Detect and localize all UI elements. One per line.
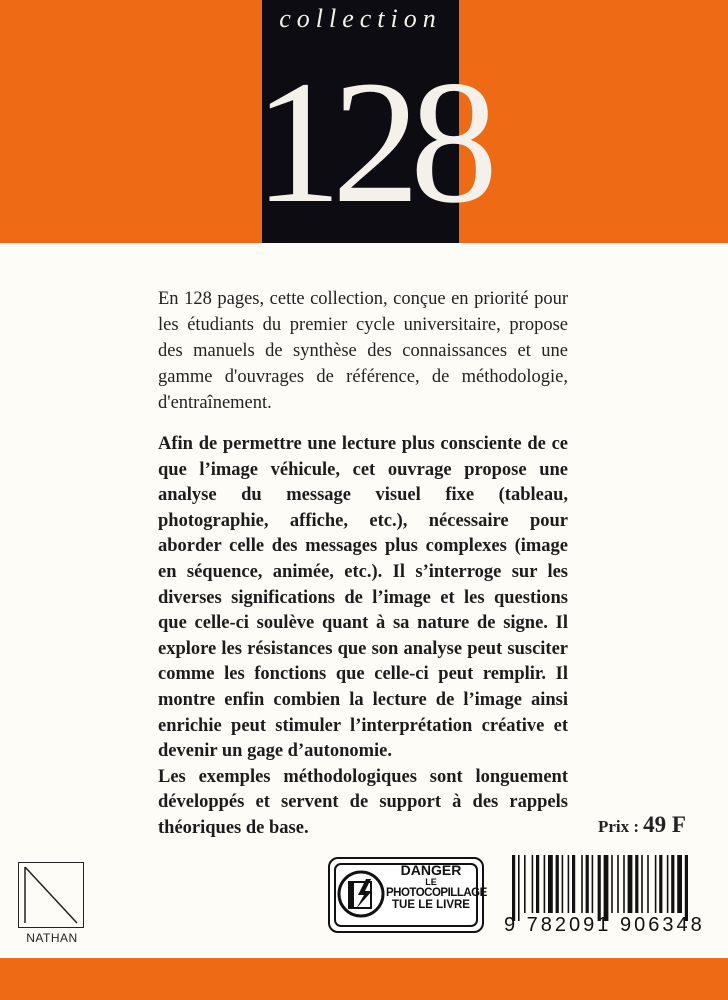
danger-text bbox=[386, 862, 487, 912]
danger-notice bbox=[328, 857, 487, 933]
series-word: collection bbox=[279, 4, 442, 33]
book-summary bbox=[158, 432, 568, 842]
danger-line-4: TUE LE LIVRE bbox=[392, 899, 470, 912]
danger-line-2: LE bbox=[425, 876, 437, 887]
price-label: Prix : bbox=[598, 817, 640, 836]
barcode-number: 9 782091 906348 bbox=[504, 914, 705, 936]
book-lightning-icon bbox=[336, 869, 386, 919]
summary-paragraph-1: Afin de permettre une lecture plus consciente de ce que l’image véhicule, cet ouvrage propose une analyse du message visuel fixe (tableau, photographie, affiche, etc.), nécessaire pour aborder celle des messages plus complexes (image en séquence, animée, etc.). Il s’interroge sur les diverses significations de l’image et les questions que celle-ci soulève quant à sa nature de signe. Il explore les résistances que son analyse peut susciter comme les fonctions que celle-ci peut remplir. Il montre enfin combien la lecture de l’image ainsi enrichie peut stimuler l’interprétation créative et devenir un gage d’autonomie. bbox=[158, 434, 568, 762]
publisher-name: NATHAN bbox=[26, 931, 78, 945]
bottom-orange-band bbox=[0, 958, 728, 1000]
nathan-n-logo-icon bbox=[18, 862, 84, 928]
summary-paragraph-2: Les exemples méthodologiques sont longuement développés et servent de support à des rappels théoriques de base. bbox=[158, 766, 568, 838]
price-value: 49 F bbox=[643, 812, 686, 837]
series-number: 128 bbox=[254, 45, 488, 240]
danger-line-3: PHOTOCOPILLAGE bbox=[386, 887, 487, 900]
collection-blurb: En 128 pages, cette collection, conçue en priorité pour les étudiants du premier cycle universitaire, propose des manuels de synthèse des connaissances et une gamme d'ouvrages de référence, de méthodologie, d'entraînement. bbox=[158, 289, 568, 413]
series-title-box bbox=[254, 0, 488, 243]
danger-line-1: DANGER bbox=[400, 862, 462, 878]
publisher-logo bbox=[18, 862, 86, 945]
price bbox=[598, 812, 686, 838]
